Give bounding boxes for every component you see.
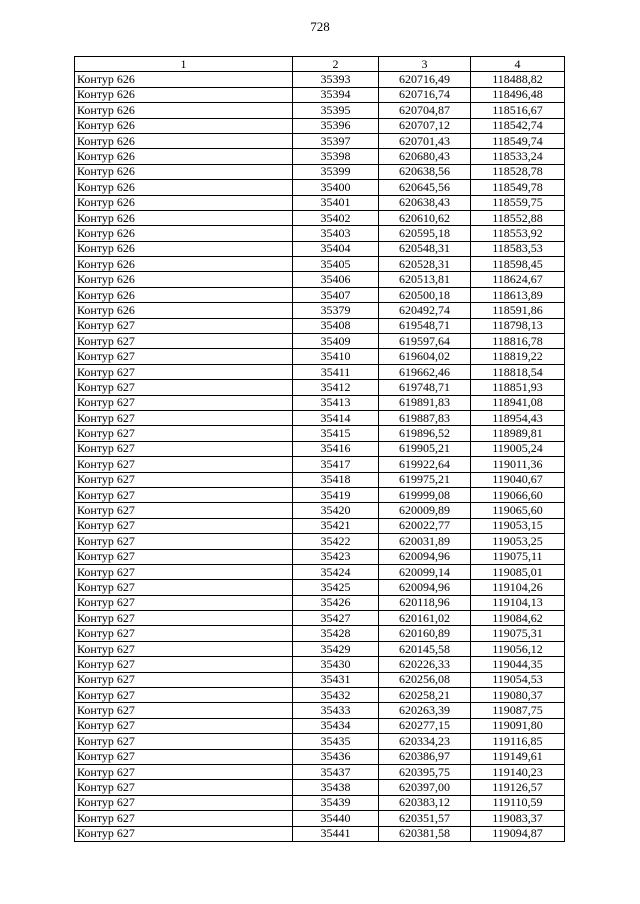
contour-name-cell: Контур 627 — [75, 564, 293, 579]
table-row — [75, 272, 565, 287]
x-coordinate-cell: 620383,12 — [379, 795, 471, 810]
table-row — [75, 318, 565, 333]
table-row — [75, 426, 565, 441]
x-coordinate-cell: 620610,62 — [379, 210, 471, 225]
x-coordinate-cell: 620009,89 — [379, 503, 471, 518]
x-coordinate-cell: 620513,81 — [379, 272, 471, 287]
point-number-cell: 35411 — [293, 364, 379, 379]
x-coordinate-cell: 620094,96 — [379, 549, 471, 564]
point-number-cell: 35409 — [293, 334, 379, 349]
table-row — [75, 395, 565, 410]
x-coordinate-cell: 619548,71 — [379, 318, 471, 333]
y-coordinate-cell: 119053,25 — [471, 534, 565, 549]
y-coordinate-cell: 119075,11 — [471, 549, 565, 564]
y-coordinate-cell: 119084,62 — [471, 611, 565, 626]
table-row — [75, 657, 565, 672]
x-coordinate-cell: 620258,21 — [379, 688, 471, 703]
x-coordinate-cell: 619604,02 — [379, 349, 471, 364]
point-number-cell: 35407 — [293, 287, 379, 302]
point-number-cell: 35408 — [293, 318, 379, 333]
contour-name-cell: Контур 626 — [75, 257, 293, 272]
contour-name-cell: Контур 627 — [75, 395, 293, 410]
x-coordinate-cell: 620548,31 — [379, 241, 471, 256]
y-coordinate-cell: 118516,67 — [471, 103, 565, 118]
y-coordinate-cell: 119110,59 — [471, 795, 565, 810]
point-number-cell: 35379 — [293, 303, 379, 318]
contour-name-cell: Контур 627 — [75, 349, 293, 364]
x-coordinate-cell: 620022,77 — [379, 518, 471, 533]
table-row — [75, 195, 565, 210]
point-number-cell: 35426 — [293, 595, 379, 610]
table-row — [75, 149, 565, 164]
contour-name-cell: Контур 626 — [75, 195, 293, 210]
table-row — [75, 410, 565, 425]
contour-name-cell: Контур 627 — [75, 457, 293, 472]
contour-name-cell: Контур 626 — [75, 103, 293, 118]
table-row — [75, 595, 565, 610]
table-row — [75, 734, 565, 749]
table-row — [75, 826, 565, 841]
y-coordinate-cell: 118549,78 — [471, 180, 565, 195]
x-coordinate-cell: 620492,74 — [379, 303, 471, 318]
y-coordinate-cell: 119091,80 — [471, 718, 565, 733]
table-row — [75, 672, 565, 687]
point-number-cell: 35404 — [293, 241, 379, 256]
y-coordinate-cell: 118613,89 — [471, 287, 565, 302]
table-row — [75, 457, 565, 472]
y-coordinate-cell: 118559,75 — [471, 195, 565, 210]
point-number-cell: 35424 — [293, 564, 379, 579]
y-coordinate-cell: 118798,13 — [471, 318, 565, 333]
table-row — [75, 564, 565, 579]
table-row — [75, 210, 565, 225]
x-coordinate-cell: 620395,75 — [379, 764, 471, 779]
y-coordinate-cell: 119083,37 — [471, 811, 565, 826]
point-number-cell: 35400 — [293, 180, 379, 195]
y-coordinate-cell: 119104,26 — [471, 580, 565, 595]
point-number-cell: 35396 — [293, 118, 379, 133]
x-coordinate-cell: 620118,96 — [379, 595, 471, 610]
point-number-cell: 35416 — [293, 441, 379, 456]
y-coordinate-cell: 118819,22 — [471, 349, 565, 364]
contour-name-cell: Контур 627 — [75, 611, 293, 626]
contour-name-cell: Контур 626 — [75, 210, 293, 225]
contour-name-cell: Контур 627 — [75, 364, 293, 379]
x-coordinate-cell: 620716,49 — [379, 72, 471, 87]
x-coordinate-cell: 620704,87 — [379, 103, 471, 118]
point-number-cell: 35395 — [293, 103, 379, 118]
x-coordinate-cell: 620528,31 — [379, 257, 471, 272]
contour-name-cell: Контур 626 — [75, 149, 293, 164]
y-coordinate-cell: 119080,37 — [471, 688, 565, 703]
contour-name-cell: Контур 626 — [75, 303, 293, 318]
table-row — [75, 364, 565, 379]
x-coordinate-cell: 619662,46 — [379, 364, 471, 379]
table-row — [75, 487, 565, 502]
y-coordinate-cell: 119044,35 — [471, 657, 565, 672]
table-row — [75, 133, 565, 148]
x-coordinate-cell: 620099,14 — [379, 564, 471, 579]
contour-name-cell: Контур 627 — [75, 657, 293, 672]
point-number-cell: 35412 — [293, 380, 379, 395]
y-coordinate-cell: 119040,67 — [471, 472, 565, 487]
contour-name-cell: Контур 627 — [75, 534, 293, 549]
y-coordinate-cell: 118528,78 — [471, 164, 565, 179]
y-coordinate-cell: 118954,43 — [471, 410, 565, 425]
contour-name-cell: Контур 627 — [75, 441, 293, 456]
point-number-cell: 35415 — [293, 426, 379, 441]
y-coordinate-cell: 118816,78 — [471, 334, 565, 349]
table-row — [75, 795, 565, 810]
x-coordinate-cell: 620638,43 — [379, 195, 471, 210]
contour-name-cell: Контур 627 — [75, 503, 293, 518]
contour-name-cell: Контур 626 — [75, 133, 293, 148]
contour-name-cell: Контур 626 — [75, 118, 293, 133]
y-coordinate-cell: 118552,88 — [471, 210, 565, 225]
point-number-cell: 35413 — [293, 395, 379, 410]
point-number-cell: 35397 — [293, 133, 379, 148]
y-coordinate-cell: 119053,15 — [471, 518, 565, 533]
x-coordinate-cell: 620145,58 — [379, 641, 471, 656]
point-number-cell: 35428 — [293, 626, 379, 641]
table-row — [75, 87, 565, 102]
contour-name-cell: Контур 627 — [75, 472, 293, 487]
contour-name-cell: Контур 627 — [75, 811, 293, 826]
table-row — [75, 611, 565, 626]
table-row — [75, 380, 565, 395]
y-coordinate-cell: 118851,93 — [471, 380, 565, 395]
table-body — [75, 72, 565, 842]
table-row — [75, 226, 565, 241]
contour-name-cell: Контур 627 — [75, 549, 293, 564]
point-number-cell: 35406 — [293, 272, 379, 287]
contour-name-cell: Контур 627 — [75, 410, 293, 425]
y-coordinate-cell: 119011,36 — [471, 457, 565, 472]
y-coordinate-cell: 119075,31 — [471, 626, 565, 641]
point-number-cell: 35430 — [293, 657, 379, 672]
point-number-cell: 35418 — [293, 472, 379, 487]
table-row — [75, 164, 565, 179]
y-coordinate-cell: 118591,86 — [471, 303, 565, 318]
x-coordinate-cell: 620680,43 — [379, 149, 471, 164]
y-coordinate-cell: 118496,48 — [471, 87, 565, 102]
y-coordinate-cell: 119005,24 — [471, 441, 565, 456]
contour-name-cell: Контур 626 — [75, 180, 293, 195]
point-number-cell: 35433 — [293, 703, 379, 718]
contour-name-cell: Контур 626 — [75, 241, 293, 256]
point-number-cell: 35434 — [293, 718, 379, 733]
table-row — [75, 688, 565, 703]
y-coordinate-cell: 118598,45 — [471, 257, 565, 272]
y-coordinate-cell: 118818,54 — [471, 364, 565, 379]
x-coordinate-cell: 620351,57 — [379, 811, 471, 826]
y-coordinate-cell: 119140,23 — [471, 764, 565, 779]
y-coordinate-cell: 118583,53 — [471, 241, 565, 256]
x-coordinate-cell: 620701,43 — [379, 133, 471, 148]
column-header-2: 2 — [293, 57, 379, 72]
contour-name-cell: Контур 627 — [75, 826, 293, 841]
contour-name-cell: Контур 627 — [75, 580, 293, 595]
point-number-cell: 35440 — [293, 811, 379, 826]
x-coordinate-cell: 620386,97 — [379, 749, 471, 764]
point-number-cell: 35437 — [293, 764, 379, 779]
table-row — [75, 180, 565, 195]
table-row — [75, 703, 565, 718]
contour-name-cell: Контур 627 — [75, 426, 293, 441]
y-coordinate-cell: 118549,74 — [471, 133, 565, 148]
table-row — [75, 626, 565, 641]
table-row — [75, 811, 565, 826]
x-coordinate-cell: 619887,83 — [379, 410, 471, 425]
x-coordinate-cell: 620645,56 — [379, 180, 471, 195]
contour-name-cell: Контур 627 — [75, 795, 293, 810]
y-coordinate-cell: 119149,61 — [471, 749, 565, 764]
point-number-cell: 35410 — [293, 349, 379, 364]
x-coordinate-cell: 620160,89 — [379, 626, 471, 641]
x-coordinate-cell: 620256,08 — [379, 672, 471, 687]
header-row — [75, 57, 565, 72]
point-number-cell: 35401 — [293, 195, 379, 210]
contour-name-cell: Контур 627 — [75, 764, 293, 779]
point-number-cell: 35414 — [293, 410, 379, 425]
x-coordinate-cell: 620226,33 — [379, 657, 471, 672]
contour-name-cell: Контур 627 — [75, 780, 293, 795]
point-number-cell: 35427 — [293, 611, 379, 626]
table-row — [75, 764, 565, 779]
contour-name-cell: Контур 627 — [75, 518, 293, 533]
x-coordinate-cell: 619905,21 — [379, 441, 471, 456]
y-coordinate-cell: 118941,08 — [471, 395, 565, 410]
x-coordinate-cell: 619999,08 — [379, 487, 471, 502]
x-coordinate-cell: 619896,52 — [379, 426, 471, 441]
point-number-cell: 35435 — [293, 734, 379, 749]
x-coordinate-cell: 619922,64 — [379, 457, 471, 472]
y-coordinate-cell: 118542,74 — [471, 118, 565, 133]
y-coordinate-cell: 119066,60 — [471, 487, 565, 502]
x-coordinate-cell: 620397,00 — [379, 780, 471, 795]
x-coordinate-cell: 619748,71 — [379, 380, 471, 395]
contour-name-cell: Контур 627 — [75, 703, 293, 718]
point-number-cell: 35405 — [293, 257, 379, 272]
y-coordinate-cell: 118488,82 — [471, 72, 565, 87]
point-number-cell: 35429 — [293, 641, 379, 656]
contour-name-cell: Контур 627 — [75, 734, 293, 749]
x-coordinate-cell: 620334,23 — [379, 734, 471, 749]
contour-name-cell: Контур 627 — [75, 318, 293, 333]
table-row — [75, 534, 565, 549]
point-number-cell: 35393 — [293, 72, 379, 87]
column-header-1: 1 — [75, 57, 293, 72]
point-number-cell: 35417 — [293, 457, 379, 472]
x-coordinate-cell: 620263,39 — [379, 703, 471, 718]
contour-name-cell: Контур 626 — [75, 87, 293, 102]
contour-name-cell: Контур 627 — [75, 641, 293, 656]
point-number-cell: 35425 — [293, 580, 379, 595]
table-row — [75, 241, 565, 256]
point-number-cell: 35423 — [293, 549, 379, 564]
contour-name-cell: Контур 627 — [75, 595, 293, 610]
column-header-3: 3 — [379, 57, 471, 72]
x-coordinate-cell: 619975,21 — [379, 472, 471, 487]
table-row — [75, 472, 565, 487]
x-coordinate-cell: 620595,18 — [379, 226, 471, 241]
x-coordinate-cell: 620500,18 — [379, 287, 471, 302]
y-coordinate-cell: 118553,92 — [471, 226, 565, 241]
y-coordinate-cell: 118624,67 — [471, 272, 565, 287]
point-number-cell: 35419 — [293, 487, 379, 502]
coordinates-table — [74, 56, 565, 842]
y-coordinate-cell: 119087,75 — [471, 703, 565, 718]
table-header — [75, 57, 565, 72]
x-coordinate-cell: 620094,96 — [379, 580, 471, 595]
x-coordinate-cell: 620031,89 — [379, 534, 471, 549]
column-header-4: 4 — [471, 57, 565, 72]
table-row — [75, 718, 565, 733]
y-coordinate-cell: 119056,12 — [471, 641, 565, 656]
point-number-cell: 35421 — [293, 518, 379, 533]
contour-name-cell: Контур 627 — [75, 718, 293, 733]
table-row — [75, 303, 565, 318]
point-number-cell: 35394 — [293, 87, 379, 102]
table-row — [75, 103, 565, 118]
x-coordinate-cell: 619597,64 — [379, 334, 471, 349]
table-row — [75, 503, 565, 518]
contour-name-cell: Контур 626 — [75, 164, 293, 179]
contour-name-cell: Контур 627 — [75, 688, 293, 703]
x-coordinate-cell: 620707,12 — [379, 118, 471, 133]
table-row — [75, 549, 565, 564]
contour-name-cell: Контур 627 — [75, 626, 293, 641]
table-row — [75, 580, 565, 595]
point-number-cell: 35403 — [293, 226, 379, 241]
contour-name-cell: Контур 626 — [75, 72, 293, 87]
x-coordinate-cell: 620381,58 — [379, 826, 471, 841]
y-coordinate-cell: 119065,60 — [471, 503, 565, 518]
contour-name-cell: Контур 627 — [75, 672, 293, 687]
contour-name-cell: Контур 627 — [75, 334, 293, 349]
contour-name-cell: Контур 626 — [75, 226, 293, 241]
table-row — [75, 349, 565, 364]
x-coordinate-cell: 620277,15 — [379, 718, 471, 733]
table-row — [75, 780, 565, 795]
x-coordinate-cell: 619891,83 — [379, 395, 471, 410]
point-number-cell: 35431 — [293, 672, 379, 687]
y-coordinate-cell: 119094,87 — [471, 826, 565, 841]
contour-name-cell: Контур 627 — [75, 487, 293, 502]
y-coordinate-cell: 119104,13 — [471, 595, 565, 610]
table-row — [75, 257, 565, 272]
y-coordinate-cell: 119085,01 — [471, 564, 565, 579]
point-number-cell: 35436 — [293, 749, 379, 764]
y-coordinate-cell: 119054,53 — [471, 672, 565, 687]
contour-name-cell: Контур 627 — [75, 380, 293, 395]
table-row — [75, 72, 565, 87]
table-row — [75, 334, 565, 349]
x-coordinate-cell: 620161,02 — [379, 611, 471, 626]
point-number-cell: 35439 — [293, 795, 379, 810]
table-row — [75, 118, 565, 133]
table-row — [75, 441, 565, 456]
x-coordinate-cell: 620638,56 — [379, 164, 471, 179]
contour-name-cell: Контур 626 — [75, 272, 293, 287]
table-row — [75, 518, 565, 533]
table-row — [75, 287, 565, 302]
point-number-cell: 35432 — [293, 688, 379, 703]
page-number: 728 — [310, 19, 330, 34]
table-row — [75, 749, 565, 764]
point-number-cell: 35398 — [293, 149, 379, 164]
contour-name-cell: Контур 627 — [75, 749, 293, 764]
point-number-cell: 35422 — [293, 534, 379, 549]
x-coordinate-cell: 620716,74 — [379, 87, 471, 102]
y-coordinate-cell: 119116,85 — [471, 734, 565, 749]
contour-name-cell: Контур 626 — [75, 287, 293, 302]
y-coordinate-cell: 118989,81 — [471, 426, 565, 441]
point-number-cell: 35399 — [293, 164, 379, 179]
point-number-cell: 35402 — [293, 210, 379, 225]
y-coordinate-cell: 118533,24 — [471, 149, 565, 164]
point-number-cell: 35441 — [293, 826, 379, 841]
y-coordinate-cell: 119126,57 — [471, 780, 565, 795]
table-row — [75, 641, 565, 656]
point-number-cell: 35438 — [293, 780, 379, 795]
point-number-cell: 35420 — [293, 503, 379, 518]
